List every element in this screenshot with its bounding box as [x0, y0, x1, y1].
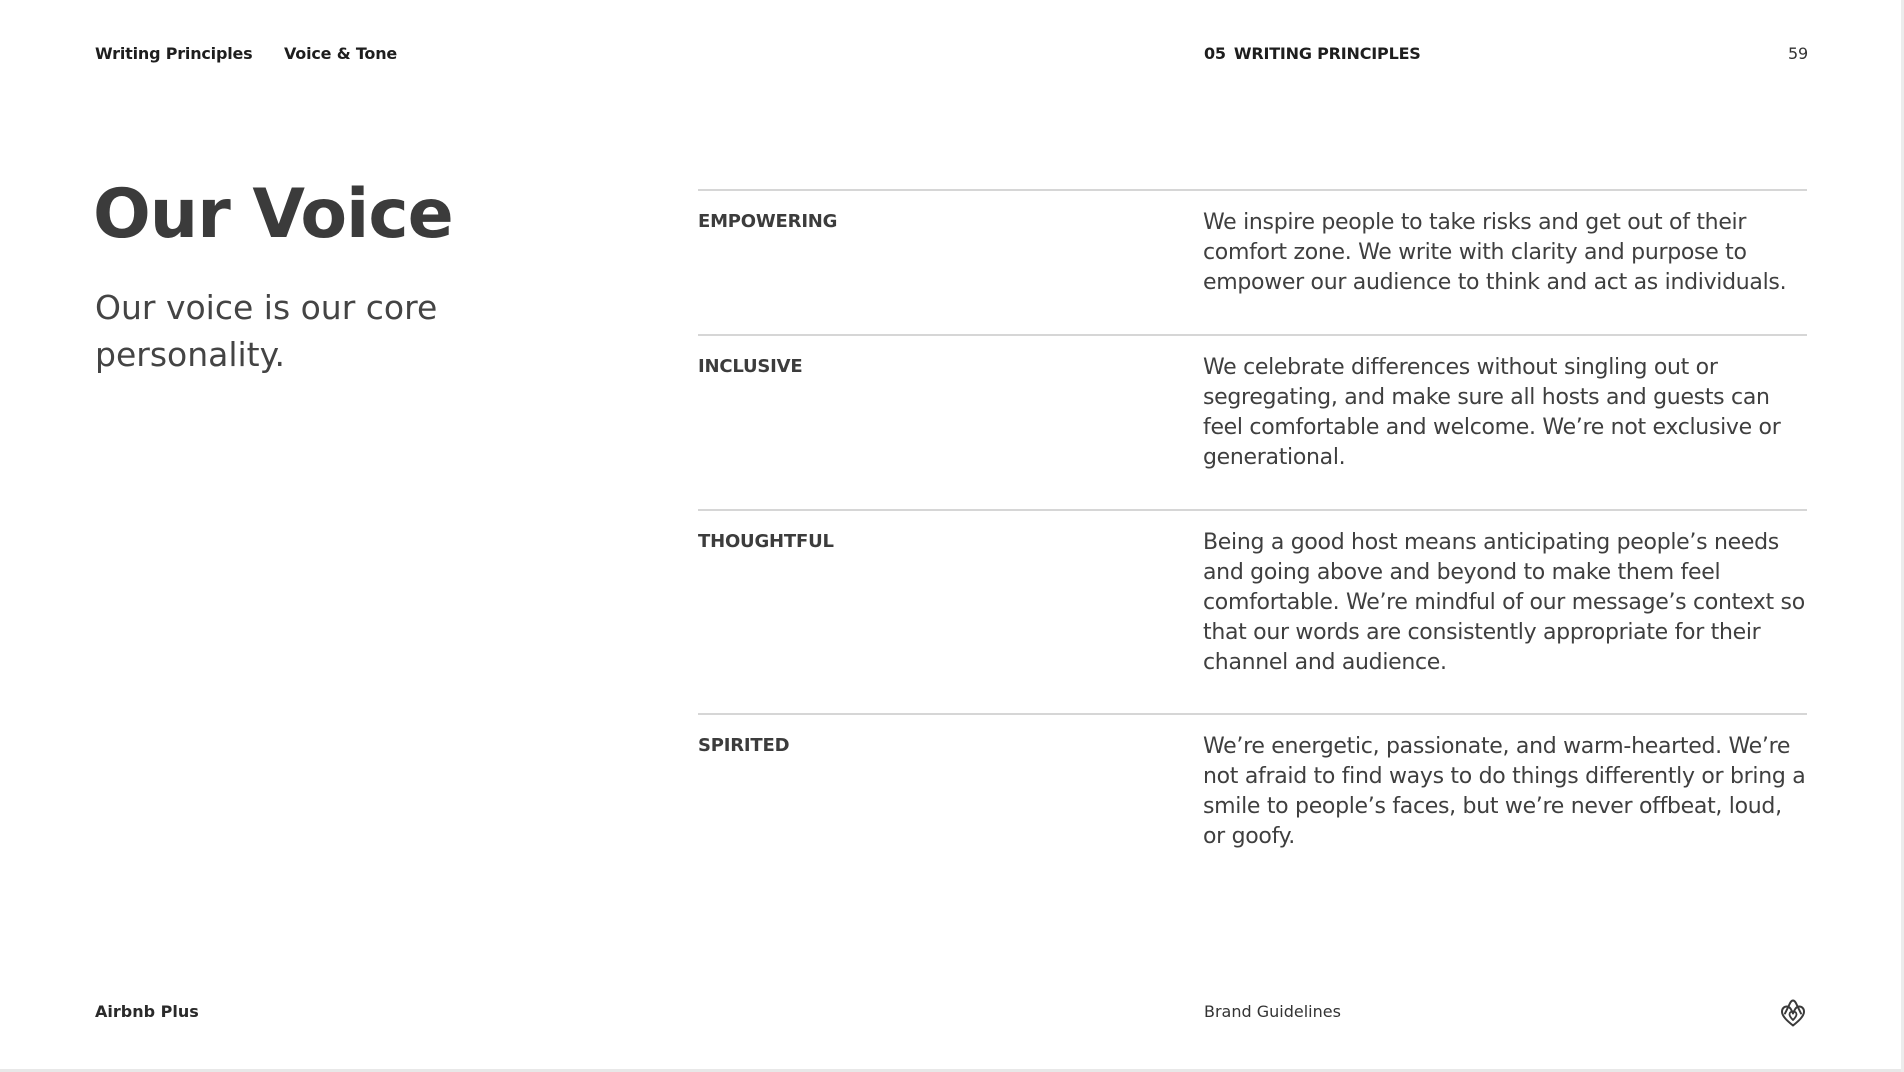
- principle-row-empowering: [698, 189, 1807, 334]
- principle-description: We inspire people to take risks and get out of their comfort zone. We write with clarity and purpose to empower our audience to think and act as individuals.: [1203, 210, 1787, 295]
- section-number: 05: [1204, 44, 1226, 63]
- breadcrumb-voice-tone[interactable]: Voice & Tone: [284, 44, 398, 63]
- principle-name: SPIRITED: [698, 735, 790, 756]
- principle-name: THOUGHTFUL: [698, 531, 834, 552]
- airbnb-belo-icon: [1779, 998, 1807, 1028]
- principle-row-spirited: [698, 713, 1807, 873]
- principle-name: INCLUSIVE: [698, 356, 803, 377]
- footer-brand: Airbnb Plus: [95, 1002, 199, 1021]
- page-title: Our Voice: [93, 175, 453, 254]
- page-subtitle: Our voice is our core personality.: [95, 288, 438, 374]
- principle-row-inclusive: [698, 334, 1807, 509]
- section-heading: [1204, 44, 1421, 63]
- principle-description: We’re energetic, passionate, and warm-hearted. We’re not afraid to find ways to do things differently or bring a smile to people’s faces, but we’re never offbeat, loud, or goofy.: [1203, 734, 1806, 849]
- footer-document-title: Brand Guidelines: [1204, 1002, 1341, 1021]
- page-number: 59: [1788, 44, 1808, 63]
- principle-row-thoughtful: [698, 509, 1807, 713]
- principles-list: [698, 189, 1807, 873]
- section-title: WRITING PRINCIPLES: [1233, 44, 1421, 63]
- principle-description: We celebrate differences without singling out or segregating, and make sure all hosts and guests can feel comfortable and welcome. We’re not exclusive or generational.: [1203, 355, 1781, 470]
- principle-name: EMPOWERING: [698, 211, 838, 232]
- breadcrumb-writing-principles[interactable]: Writing Principles: [95, 44, 253, 63]
- principle-description: Being a good host means anticipating people’s needs and going above and beyond to make them feel comfortable. We’re mindful of our message’s context so that our words are consistently appropriate for their channel and audience.: [1203, 530, 1805, 675]
